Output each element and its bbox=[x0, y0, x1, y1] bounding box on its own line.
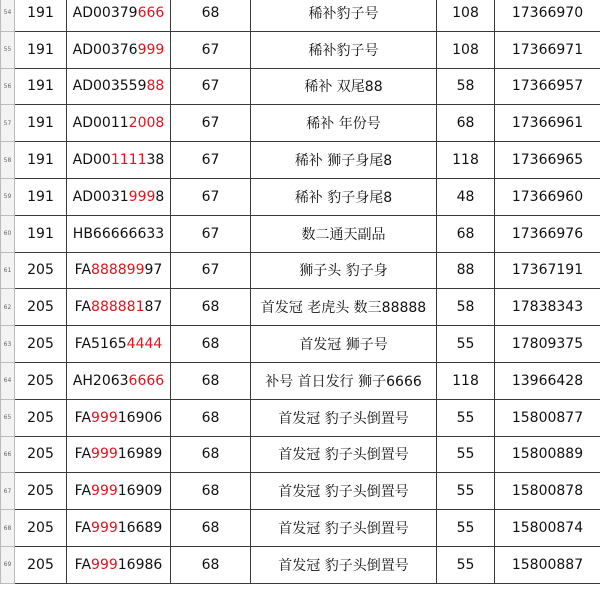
price-cell[interactable]: 118 bbox=[437, 142, 495, 179]
id-cell[interactable]: 17366965 bbox=[495, 142, 600, 179]
row-number[interactable]: 64 bbox=[1, 362, 15, 399]
serial-code-part: FA bbox=[74, 299, 92, 316]
table-row bbox=[1, 473, 600, 510]
serial-code-cell[interactable] bbox=[67, 362, 171, 399]
serial-code-cell[interactable] bbox=[67, 0, 171, 31]
serial-code-cell[interactable] bbox=[67, 510, 171, 547]
quantity-cell[interactable]: 67 bbox=[171, 215, 251, 252]
description-cell[interactable]: 稀补豹子号 bbox=[251, 31, 437, 68]
serial-code-part: 6666 bbox=[128, 372, 165, 389]
serial-code-part: FA bbox=[74, 409, 92, 426]
serial-code-part: 999 bbox=[91, 409, 118, 426]
row-number[interactable]: 69 bbox=[1, 546, 15, 583]
id-cell[interactable]: 17366971 bbox=[495, 31, 600, 68]
row-number[interactable]: 62 bbox=[1, 289, 15, 326]
price-cell[interactable]: 55 bbox=[437, 546, 495, 583]
id-cell[interactable]: 15800889 bbox=[495, 436, 600, 473]
serial-code-cell[interactable] bbox=[67, 252, 171, 289]
description-cell[interactable]: 稀补豹子号 bbox=[251, 0, 437, 31]
group-cell[interactable]: 205 bbox=[15, 510, 67, 547]
serial-code-part: 16909 bbox=[117, 483, 163, 500]
row-number[interactable]: 68 bbox=[1, 510, 15, 547]
table-row bbox=[1, 142, 600, 179]
price-cell[interactable]: 55 bbox=[437, 510, 495, 547]
description-cell[interactable]: 数二通天副品 bbox=[251, 215, 437, 252]
price-cell[interactable]: 55 bbox=[437, 473, 495, 510]
description-cell[interactable]: 首发冠 豹子头倒置号 bbox=[251, 510, 437, 547]
price-cell[interactable]: 55 bbox=[437, 326, 495, 363]
serial-code-part: FA bbox=[74, 520, 92, 537]
serial-code-cell[interactable] bbox=[67, 105, 171, 142]
serial-code-part: 8 bbox=[155, 188, 165, 205]
id-cell[interactable]: 15800887 bbox=[495, 546, 600, 583]
serial-code-part: AH2063 bbox=[72, 372, 129, 389]
quantity-cell[interactable]: 68 bbox=[171, 436, 251, 473]
table-row bbox=[1, 546, 600, 583]
serial-code-part: 16689 bbox=[117, 520, 163, 537]
quantity-cell[interactable]: 68 bbox=[171, 326, 251, 363]
serial-code-part: AD0011 bbox=[72, 115, 129, 132]
quantity-cell[interactable]: 67 bbox=[171, 252, 251, 289]
table-row bbox=[1, 215, 600, 252]
serial-code-cell[interactable] bbox=[67, 473, 171, 510]
row-number[interactable]: 60 bbox=[1, 215, 15, 252]
serial-code-part: 888881 bbox=[91, 299, 145, 316]
id-cell[interactable]: 17366970 bbox=[495, 0, 600, 31]
row-number[interactable]: 56 bbox=[1, 68, 15, 105]
table-row bbox=[1, 105, 600, 142]
row-number[interactable]: 65 bbox=[1, 399, 15, 436]
serial-code-part: AD003559 bbox=[72, 78, 147, 95]
quantity-cell[interactable]: 68 bbox=[171, 546, 251, 583]
quantity-cell[interactable]: 68 bbox=[171, 362, 251, 399]
row-number[interactable]: 66 bbox=[1, 436, 15, 473]
table-row bbox=[1, 326, 600, 363]
table-row bbox=[1, 289, 600, 326]
serial-code-part: FA bbox=[74, 262, 92, 279]
serial-code-part: 999 bbox=[91, 483, 118, 500]
serial-code-part: 999 bbox=[91, 520, 118, 537]
serial-code-part: FA bbox=[74, 556, 92, 573]
price-cell[interactable]: 88 bbox=[437, 252, 495, 289]
serial-code-part: FA5165 bbox=[74, 336, 127, 353]
group-cell[interactable]: 205 bbox=[15, 399, 67, 436]
serial-code-cell[interactable] bbox=[67, 326, 171, 363]
serial-code-part: 999 bbox=[91, 446, 118, 463]
description-cell[interactable]: 首发冠 狮子号 bbox=[251, 326, 437, 363]
serial-code-part: 666 bbox=[137, 4, 165, 21]
id-cell[interactable]: 17809375 bbox=[495, 326, 600, 363]
table-row bbox=[1, 178, 600, 215]
serial-code-cell[interactable] bbox=[67, 142, 171, 179]
description-cell[interactable]: 首发冠 豹子头倒置号 bbox=[251, 546, 437, 583]
row-number[interactable]: 59 bbox=[1, 178, 15, 215]
price-cell[interactable]: 68 bbox=[437, 215, 495, 252]
group-cell[interactable]: 191 bbox=[15, 0, 67, 31]
serial-code-part: 999 bbox=[91, 556, 118, 573]
row-number[interactable]: 63 bbox=[1, 326, 15, 363]
quantity-cell[interactable]: 68 bbox=[171, 510, 251, 547]
quantity-cell[interactable]: 67 bbox=[171, 105, 251, 142]
serial-code-part: AD00 bbox=[72, 152, 111, 169]
group-cell[interactable]: 191 bbox=[15, 105, 67, 142]
description-cell[interactable]: 补号 首日发行 狮子6666 bbox=[251, 362, 437, 399]
description-cell[interactable]: 首发冠 豹子头倒置号 bbox=[251, 436, 437, 473]
serial-code-cell[interactable] bbox=[67, 215, 171, 252]
group-cell[interactable]: 191 bbox=[15, 178, 67, 215]
serial-code-cell[interactable] bbox=[67, 31, 171, 68]
group-cell[interactable]: 191 bbox=[15, 68, 67, 105]
price-cell[interactable]: 118 bbox=[437, 362, 495, 399]
quantity-cell[interactable]: 67 bbox=[171, 178, 251, 215]
serial-code-cell[interactable] bbox=[67, 289, 171, 326]
serial-code-part: 16989 bbox=[117, 446, 163, 463]
group-cell[interactable]: 205 bbox=[15, 326, 67, 363]
table-row bbox=[1, 436, 600, 473]
serial-code-part: 999 bbox=[128, 188, 156, 205]
row-number[interactable]: 61 bbox=[1, 252, 15, 289]
serial-code-part: 87 bbox=[144, 299, 163, 316]
serial-code-part: 4444 bbox=[126, 336, 163, 353]
group-cell[interactable]: 205 bbox=[15, 289, 67, 326]
serial-code-part: 16986 bbox=[117, 556, 163, 573]
description-cell[interactable]: 首发冠 豹子头倒置号 bbox=[251, 399, 437, 436]
table-row bbox=[1, 362, 600, 399]
quantity-cell[interactable]: 68 bbox=[171, 289, 251, 326]
id-cell[interactable]: 15800878 bbox=[495, 473, 600, 510]
id-cell[interactable]: 17838343 bbox=[495, 289, 600, 326]
row-number[interactable]: 57 bbox=[1, 105, 15, 142]
row-number[interactable]: 54 bbox=[1, 0, 15, 31]
group-cell[interactable]: 205 bbox=[15, 436, 67, 473]
id-cell[interactable]: 15800874 bbox=[495, 510, 600, 547]
serial-code-cell[interactable] bbox=[67, 178, 171, 215]
quantity-cell[interactable]: 67 bbox=[171, 31, 251, 68]
serial-code-cell[interactable] bbox=[67, 68, 171, 105]
serial-code-part: 97 bbox=[144, 262, 163, 279]
table-row bbox=[1, 510, 600, 547]
price-cell[interactable]: 55 bbox=[437, 436, 495, 473]
table-row bbox=[1, 252, 600, 289]
description-cell[interactable]: 稀补 豹子身尾8 bbox=[251, 178, 437, 215]
serial-code-part: 1111 bbox=[110, 152, 147, 169]
serial-code-part: 38 bbox=[146, 152, 165, 169]
table-row bbox=[1, 399, 600, 436]
table-row bbox=[1, 0, 600, 31]
serial-code-part: 888899 bbox=[91, 262, 145, 279]
row-number[interactable]: 67 bbox=[1, 473, 15, 510]
group-cell[interactable]: 205 bbox=[15, 362, 67, 399]
price-cell[interactable]: 58 bbox=[437, 289, 495, 326]
id-cell[interactable]: 17366960 bbox=[495, 178, 600, 215]
price-cell[interactable]: 48 bbox=[437, 178, 495, 215]
id-cell[interactable]: 17366957 bbox=[495, 68, 600, 105]
serial-code-cell[interactable] bbox=[67, 546, 171, 583]
group-cell[interactable]: 191 bbox=[15, 142, 67, 179]
quantity-cell[interactable]: 68 bbox=[171, 399, 251, 436]
id-cell[interactable]: 13966428 bbox=[495, 362, 600, 399]
serial-code-part: AD00379 bbox=[72, 4, 138, 21]
quantity-cell[interactable]: 68 bbox=[171, 473, 251, 510]
serial-code-part: FA bbox=[74, 446, 92, 463]
row-number[interactable]: 58 bbox=[1, 142, 15, 179]
price-cell[interactable]: 55 bbox=[437, 399, 495, 436]
quantity-cell[interactable]: 68 bbox=[171, 0, 251, 31]
serial-code-part: 2008 bbox=[128, 115, 165, 132]
price-cell[interactable]: 68 bbox=[437, 105, 495, 142]
serial-code-part: AD00376 bbox=[72, 41, 138, 58]
description-cell[interactable]: 稀补 年份号 bbox=[251, 105, 437, 142]
table-row bbox=[1, 31, 600, 68]
id-cell[interactable]: 15800877 bbox=[495, 399, 600, 436]
price-cell[interactable]: 58 bbox=[437, 68, 495, 105]
group-cell[interactable]: 205 bbox=[15, 252, 67, 289]
serial-code-part: FA bbox=[74, 483, 92, 500]
serial-code-part: 88 bbox=[146, 78, 165, 95]
price-cell[interactable]: 108 bbox=[437, 31, 495, 68]
description-cell[interactable]: 稀补 双尾88 bbox=[251, 68, 437, 105]
description-cell[interactable]: 稀补 狮子身尾8 bbox=[251, 142, 437, 179]
description-cell[interactable]: 首发冠 老虎头 数三88888 bbox=[251, 289, 437, 326]
group-cell[interactable]: 205 bbox=[15, 546, 67, 583]
serial-code-cell[interactable] bbox=[67, 399, 171, 436]
group-cell[interactable]: 191 bbox=[15, 215, 67, 252]
group-cell[interactable]: 191 bbox=[15, 31, 67, 68]
group-cell[interactable]: 205 bbox=[15, 473, 67, 510]
row-number[interactable]: 55 bbox=[1, 31, 15, 68]
description-cell[interactable]: 狮子头 豹子身 bbox=[251, 252, 437, 289]
serial-code-part: HB66666633 bbox=[72, 225, 165, 242]
id-cell[interactable]: 17366961 bbox=[495, 105, 600, 142]
table-body bbox=[1, 0, 600, 583]
quantity-cell[interactable]: 67 bbox=[171, 68, 251, 105]
id-cell[interactable]: 17366976 bbox=[495, 215, 600, 252]
price-cell[interactable]: 108 bbox=[437, 0, 495, 31]
serial-code-part: AD0031 bbox=[72, 188, 129, 205]
id-cell[interactable]: 17367191 bbox=[495, 252, 600, 289]
description-cell[interactable]: 首发冠 豹子头倒置号 bbox=[251, 473, 437, 510]
quantity-cell[interactable]: 67 bbox=[171, 142, 251, 179]
serial-code-cell[interactable] bbox=[67, 436, 171, 473]
serial-code-part: 999 bbox=[137, 41, 165, 58]
table-row bbox=[1, 68, 600, 105]
serial-code-part: 16906 bbox=[117, 409, 163, 426]
